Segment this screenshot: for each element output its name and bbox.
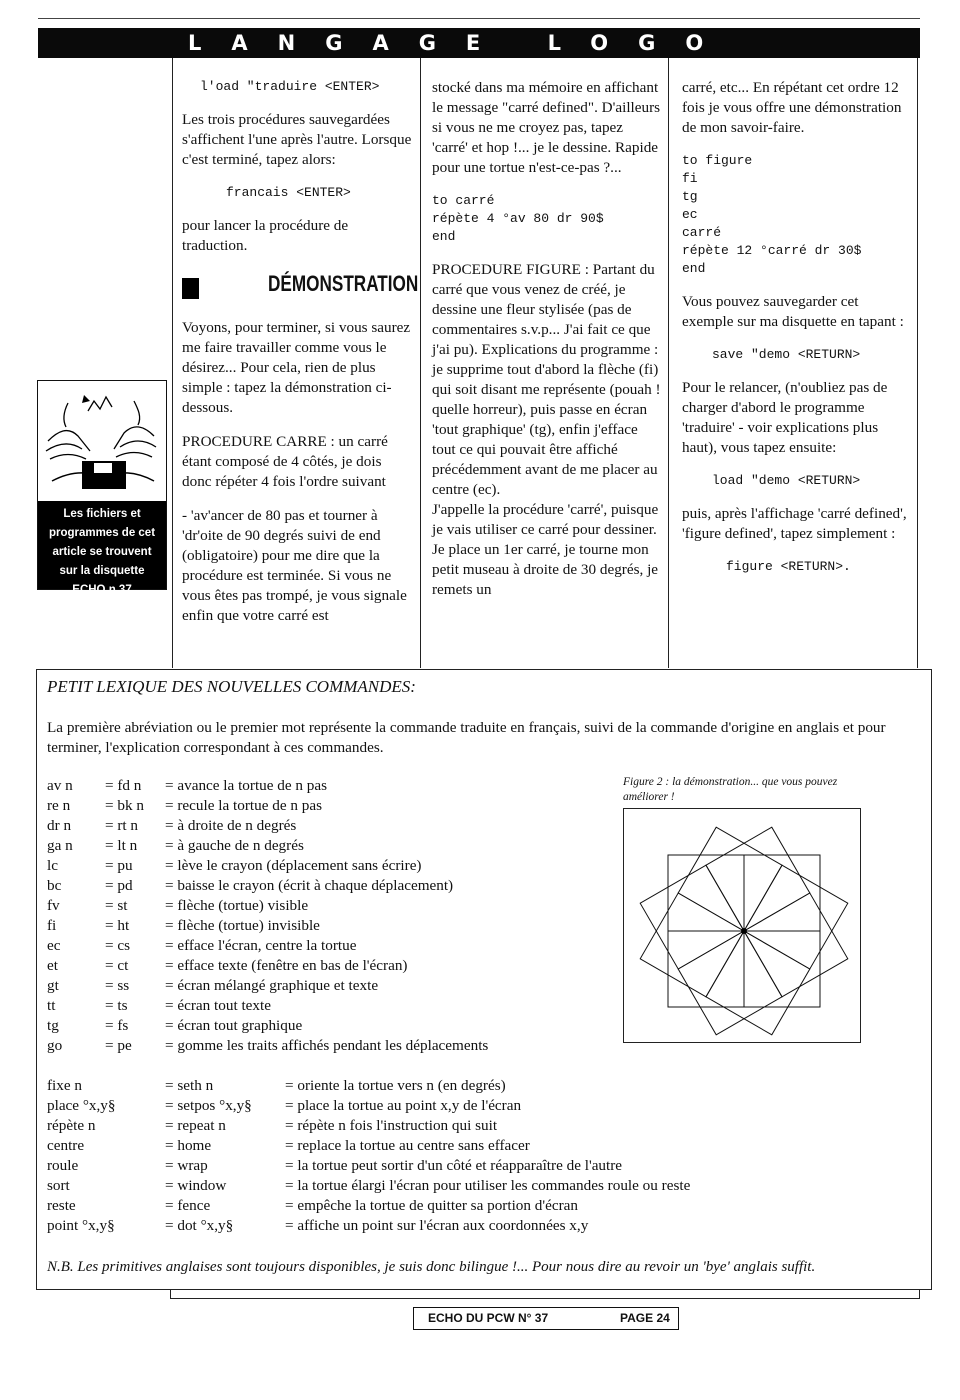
paragraph: carré, etc... En répétant cet ordre 12 fois je vous offre une démonstration de mon savoir-faire. [682, 79, 902, 136]
command-en: = setpos °x,y§ [165, 1097, 252, 1114]
hands-disk-illustration [38, 381, 166, 501]
flower-square [744, 893, 848, 997]
section-banner: LANGAGE LOGO [38, 28, 920, 58]
command-fr: fi [47, 917, 57, 934]
command-desc: = lève le crayon (déplacement sans écrire) [165, 857, 422, 874]
paragraph: Pour le relancer, (n'oubliez pas de charger d'abord le programme 'traduire' - voir explications plus haut), vous tapez ensuite: [682, 379, 888, 456]
command-row [47, 1076, 917, 1096]
article-column-3 [682, 78, 912, 576]
bottom-rule [170, 1290, 920, 1299]
command-fr: centre [47, 1137, 85, 1154]
command-row [47, 876, 607, 896]
command-row [47, 816, 607, 836]
command-desc: = replace la tortue au centre sans effacer [285, 1137, 530, 1154]
command-en: = home [165, 1137, 212, 1154]
code-figure: figure <RETURN>. [726, 559, 851, 574]
command-row [47, 796, 607, 816]
command-desc: = flèche (tortue) visible [165, 897, 309, 914]
command-fr: fixe n [47, 1077, 83, 1094]
command-table-basic [47, 776, 607, 1060]
command-fr: gt [47, 977, 59, 994]
code-to-carre: to carré répète 4 °av 80 dr 90$ end [432, 193, 604, 244]
footer-magazine: ECHO DU PCW N° 37 [428, 1311, 549, 1325]
code-load-traduire: l'oad "traduire <ENTER> [200, 79, 380, 94]
command-row [47, 856, 607, 876]
command-row [47, 1096, 917, 1116]
code-to-figure: to figure fi tg ec carré répète 12 °carré dr 30$ end [682, 153, 862, 276]
command-row [47, 976, 607, 996]
command-row [47, 1176, 917, 1196]
command-en: = ht [105, 917, 130, 934]
command-fr: tt [47, 997, 56, 1014]
flower-square [640, 865, 744, 969]
command-en: = window [165, 1177, 227, 1194]
flower-square [744, 931, 820, 1007]
lexicon-title: PETIT LEXIQUE DES NOUVELLES COMMANDES: [47, 677, 416, 696]
command-row [47, 1036, 607, 1056]
command-row [47, 836, 607, 856]
nb-note: N.B. Les primitives anglaises sont toujours disponibles, je suis donc bilingue !... Pour nous dire au revoir un 'bye' anglais suffit. [47, 1259, 816, 1275]
command-en: = repeat n [165, 1117, 226, 1134]
command-en: = bk n [105, 797, 144, 814]
command-en: = ts [105, 997, 128, 1014]
command-en: = rt n [105, 817, 139, 834]
command-desc: = recule la tortue de n pas [165, 797, 322, 814]
command-fr: point °x,y§ [47, 1217, 115, 1234]
command-row [47, 1216, 917, 1236]
section-heading: DÉMONSTRATION [268, 271, 419, 296]
command-desc: = affiche un point sur l'écran aux coordonnées x,y [285, 1217, 589, 1234]
disk-info-box [37, 380, 167, 596]
command-en: = pd [105, 877, 133, 894]
flower-square [678, 931, 782, 1035]
code-save-demo: save "demo <RETURN> [712, 347, 861, 362]
command-table-advanced [47, 1076, 917, 1240]
disk-info-caption: Les fichiers et programmes de cet article se trouvent sur la disquette ECHO n 37 [38, 501, 166, 589]
command-fr: tg [47, 1017, 59, 1034]
command-desc: = répète n fois l'instruction qui suit [285, 1117, 498, 1134]
command-desc: = baisse le crayon (écrit à chaque déplacement) [165, 877, 454, 894]
command-fr: av n [47, 777, 73, 794]
command-desc: = écran mélangé graphique et texte [165, 977, 379, 994]
section-heading-row [182, 256, 419, 318]
paragraph: stocké dans ma mémoire en affichant le message "carré defined". D'ailleurs si vous ne me croyez pas, tapez 'carré' et hop !... je le dessine. Rapide pour une tortue n'est-ce-pas ?... [432, 79, 661, 176]
paragraph: Les trois procédures sauvegardées s'affichent l'une après l'autre. Lorsque c'est terminé, tapez alors: [182, 111, 412, 168]
lexicon-intro: La première abréviation ou le premier mot représente la commande traduite en français, suivi de la commande d'origine en anglais et pour terminer, l'explication correspondant à ces commandes. [47, 719, 886, 756]
command-fr: ec [47, 937, 61, 954]
command-desc: = écran tout graphique [165, 1017, 303, 1034]
paragraph: J'appelle la procédure 'carré', puisque je vais utiliser ce carré pour dessiner. Je place un 1er carré, je tourne mon petit museau à droite de 30 degrés, je remets un [432, 501, 659, 598]
command-fr: et [47, 957, 58, 974]
top-rule [38, 18, 920, 19]
paragraph: puis, après l'affichage 'carré defined', 'figure defined', tapez simplement : [682, 505, 907, 542]
paragraph: Vous pouvez sauvegarder cet exemple sur ma disquette en tapant : [682, 293, 904, 330]
column-rule-3 [668, 58, 669, 668]
command-en: = pu [105, 857, 133, 874]
command-desc: = empêche la tortue de quitter sa portion d'écran [285, 1197, 578, 1214]
command-desc: = efface texte (fenêtre en bas de l'écran) [165, 957, 408, 974]
command-en: = fence [165, 1197, 211, 1214]
footer-page-number: PAGE 24 [620, 1311, 670, 1325]
command-desc: = la tortue peut sortir d'un côté et réapparaître de l'autre [285, 1157, 623, 1174]
command-row [47, 896, 607, 916]
command-en: = fs [105, 1017, 129, 1034]
command-fr: reste [47, 1197, 76, 1214]
command-desc: = la tortue élargi l'écran pour utiliser les commandes roule ou reste [285, 1177, 691, 1194]
figure-caption: Figure 2 : la démonstration... que vous pouvez améliorer ! [623, 776, 838, 803]
command-row [47, 996, 607, 1016]
command-fr: répète n [47, 1117, 96, 1134]
command-desc: = place la tortue au point x,y de l'écran [285, 1097, 522, 1114]
heading-bullet [182, 278, 199, 299]
article-column-2 [432, 78, 662, 600]
command-fr: go [47, 1037, 63, 1054]
command-desc: = avance la tortue de n pas [165, 777, 328, 794]
command-fr: dr n [47, 817, 72, 834]
command-fr: ga n [47, 837, 73, 854]
command-desc: = écran tout texte [165, 997, 271, 1014]
flower-square [678, 827, 782, 931]
code-francais: francais <ENTER> [226, 185, 351, 200]
flower-square [668, 855, 744, 931]
command-en: = lt n [105, 837, 138, 854]
article-column-1 [182, 78, 419, 626]
column-rule-4 [917, 58, 918, 668]
paragraph: pour lancer la procédure de traduction. [182, 217, 349, 254]
command-row [47, 1196, 917, 1216]
column-rule-1 [172, 58, 173, 668]
command-fr: bc [47, 877, 62, 894]
command-row [47, 776, 607, 796]
command-en: = seth n [165, 1077, 214, 1094]
command-row [47, 1136, 917, 1156]
command-desc: = efface l'écran, centre la tortue [165, 937, 357, 954]
paragraph: Voyons, pour terminer, si vous saurez me faire travailler comme vous le désirez... Pour cela, rien de plus simple : tapez la démonstration ci-dessous. [182, 319, 411, 416]
command-desc: = à gauche de n degrés [165, 837, 304, 854]
command-fr: place °x,y§ [47, 1097, 116, 1114]
flower-center [741, 928, 747, 934]
command-row [47, 1156, 917, 1176]
command-fr: fv [47, 897, 60, 914]
paragraph: PROCEDURE FIGURE : Partant du carré que vous venez de créé, je dessine une fleur stylisée (pas de commentaires s.v.p... J'ai fait ce que j'ai pu). Explications du programme : je supprime tout d'abord la flèche (fi) qui soit disant me représente (pouah ! quelle horreur), puis passe en écran 'tout graphique' (tg), enfin j'efface tout ce qui pouvait être affiché précédemment avant de me placer au centre (ec). [432, 261, 661, 498]
paragraph: PROCEDURE CARRE : un carré étant composé de 4 côtés, je dois donc répéter 4 fois l'ordre suivant [182, 433, 388, 490]
command-desc: = flèche (tortue) invisible [165, 917, 320, 934]
flower-square [668, 931, 744, 1007]
paragraph: - 'av'ancer de 80 pas et tourner à 'dr'oite de 90 degrés suivi de end (obligatoire) pour me dire que la procédure est terminée. Si vous ne vous êtes pas trompé, je vous signale enfin que votre carré est [182, 507, 407, 624]
command-en: = ss [105, 977, 130, 994]
command-en: = ct [105, 957, 129, 974]
column-rule-2 [420, 58, 421, 668]
command-row [47, 1116, 917, 1136]
command-row [47, 956, 607, 976]
flower-square [744, 865, 848, 969]
command-desc: = gomme les traits affichés pendant les déplacements [165, 1037, 489, 1054]
figure-demo-frame [623, 808, 861, 1043]
command-fr: roule [47, 1157, 79, 1174]
code-load-demo: load "demo <RETURN> [712, 473, 861, 488]
command-fr: re n [47, 797, 71, 814]
command-desc: = à droite de n degrés [165, 817, 297, 834]
command-row [47, 1016, 607, 1036]
page-footer [413, 1307, 679, 1330]
command-en: = cs [105, 937, 131, 954]
command-en: = wrap [165, 1157, 208, 1174]
command-desc: = oriente la tortue vers n (en degrés) [285, 1077, 506, 1094]
flower-square [744, 855, 820, 931]
turtle-flower-figure [624, 809, 860, 1042]
command-en: = dot °x,y§ [165, 1217, 234, 1234]
flower-square [706, 827, 810, 931]
command-fr: lc [47, 857, 58, 874]
command-row [47, 936, 607, 956]
flower-square [640, 893, 744, 997]
command-en: = pe [105, 1037, 132, 1054]
command-row [47, 916, 607, 936]
command-fr: sort [47, 1177, 70, 1194]
flower-square [706, 931, 810, 1035]
command-en: = st [105, 897, 128, 914]
command-en: = fd n [105, 777, 142, 794]
